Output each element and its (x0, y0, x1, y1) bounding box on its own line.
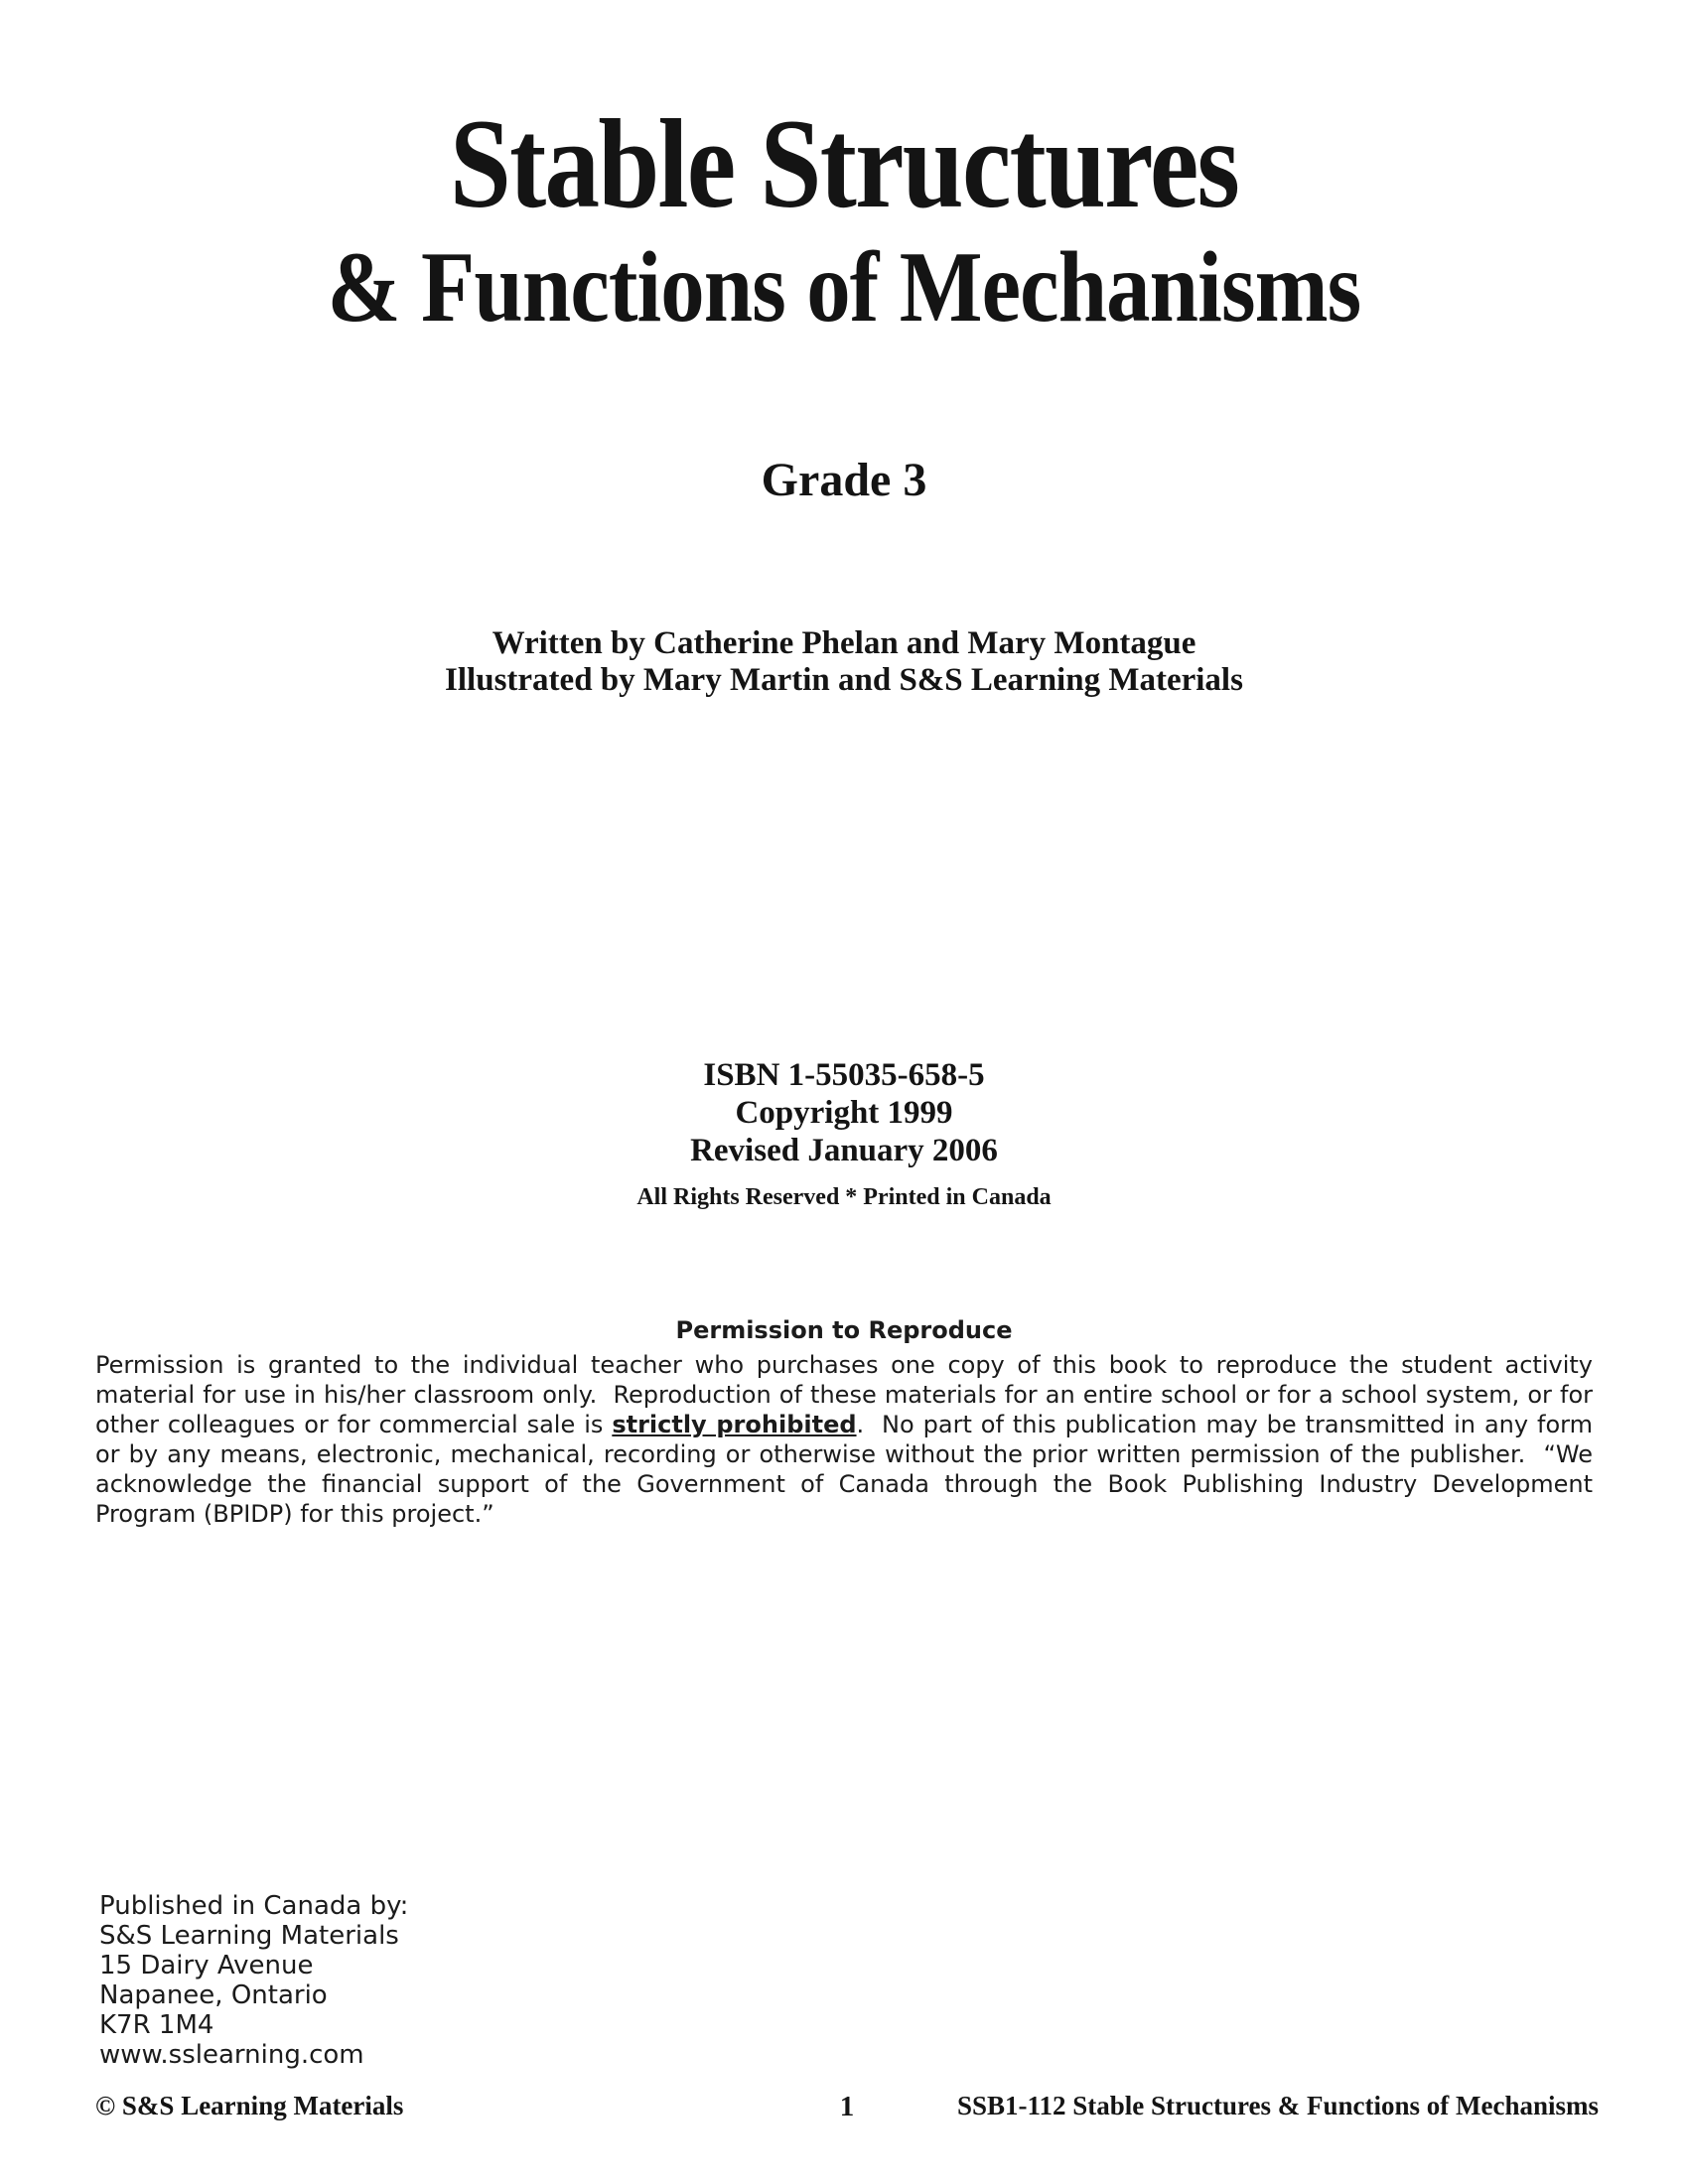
illustrated-by-line: Illustrated by Mary Martin and S&S Learning Materials (445, 662, 1243, 698)
isbn-line: ISBN 1-55035-658-5 (703, 1057, 985, 1093)
page-footer (95, 2091, 1599, 2130)
footer-copyright: © S&S Learning Materials (95, 2091, 404, 2120)
permission-heading: Permission to Reproduce (675, 1316, 1013, 1344)
copyright-line: Copyright 1999 (735, 1095, 953, 1131)
publisher-block (99, 1891, 408, 2070)
publisher-line: 15 Dairy Avenue (99, 1951, 314, 1980)
publisher-line: Napanee, Ontario (99, 1980, 328, 2010)
book-title-line1: Stable Structures (449, 93, 1239, 234)
title-block (0, 95, 1688, 343)
rights-line: All Rights Reserved * Printed in Canada (636, 1184, 1052, 1210)
permission-paragraph (95, 1350, 1601, 1529)
permission-text-part1: Permission is granted to the individual teacher who purchases one copy of this book to reproduce the student activity material for use in his/her classroom only. Reproduction of these materials for an entire school or for a school system, or for other colleagues or for commercial sale is (95, 1351, 1601, 1438)
revised-line: Revised January 2006 (690, 1133, 998, 1168)
publisher-website: www.sslearning.com (99, 2040, 364, 2070)
byline-block (0, 625, 1688, 699)
grade-label: Grade 3 (761, 454, 927, 506)
written-by-line: Written by Catherine Phelan and Mary Montague (492, 625, 1196, 661)
permission-section (95, 1316, 1601, 1529)
permission-emphasis: strictly prohibited (612, 1411, 857, 1438)
publisher-line: Published in Canada by: (99, 1891, 409, 1921)
footer-page-number: 1 (839, 2091, 855, 2122)
edition-block (0, 1056, 1688, 1211)
publisher-line: K7R 1M4 (99, 2010, 214, 2040)
permission-text-part2: . No part of this publication may be transmitted in any form or by any means, electronic, mechanical, recording or otherwise without the prior written permission of the publisher. “We acknowledge the financial support of the Government of Canada through the Book Publishing Industry Development Program (BPIDP) for this project.” (95, 1411, 1601, 1528)
publisher-line: S&S Learning Materials (99, 1921, 399, 1951)
footer-product-code: SSB1-112 Stable Structures & Functions of Mechanisms (956, 2091, 1599, 2120)
book-title-line2: & Functions of Mechanisms (327, 231, 1361, 344)
